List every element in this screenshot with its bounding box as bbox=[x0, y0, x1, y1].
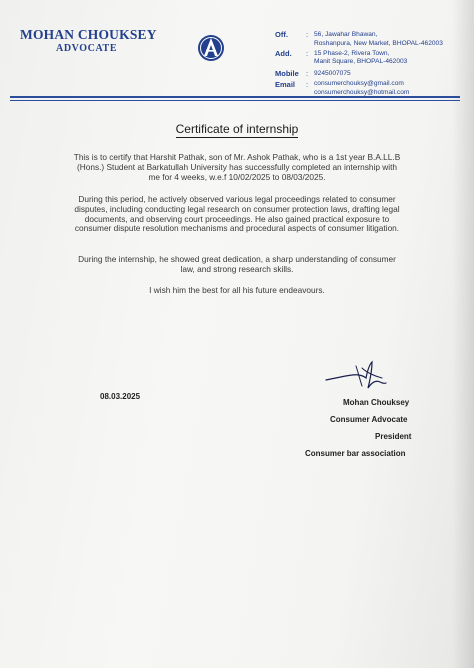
office-label: Off. bbox=[275, 30, 288, 39]
mobile-colon: : bbox=[306, 69, 309, 78]
letterhead-rule-thin bbox=[10, 100, 460, 101]
issue-date: 08.03.2025 bbox=[100, 392, 141, 401]
signatory-organization: Consumer bar association bbox=[305, 449, 406, 458]
letterhead-rule bbox=[10, 96, 460, 98]
address-label: Add. bbox=[275, 49, 292, 58]
signatory-post: President bbox=[375, 432, 412, 441]
certificate-title bbox=[0, 122, 474, 136]
certificate-paragraph-2: During this period, he actively observed various legal proceedings related to consumer disputes, including conducting legal research on consumer protection laws, drafting legal documents, and observing court proceedings. He also gained practical exposure to consumer dispute resolution mechanisms and procedural aspects of consumer litigation. bbox=[74, 194, 400, 234]
certificate-paragraph-1: This is to certify that Harshit Pathak, son of Mr. Ashok Pathak, who is a 1st year B.A.LL.B (Hons.) Student at Barkatullah University has successfully completed an internship with me for 4 weeks, w.e.f 10/02/2025 to 08/03/2025. bbox=[73, 152, 401, 182]
certificate-paragraph-3: During the internship, he showed great dedication, a sharp understanding of consumer law, and strong research skills. bbox=[78, 254, 396, 274]
scales-emblem-icon bbox=[197, 33, 225, 63]
mobile-number: 9245007075 bbox=[314, 70, 351, 77]
office-line-2: Roshanpura, New Market, BHOPAL-462003 bbox=[314, 40, 443, 47]
certificate-title-text: Certificate of internship bbox=[175, 122, 299, 136]
mobile-label: Mobile bbox=[275, 69, 299, 78]
letterhead-profession: ADVOCATE bbox=[56, 43, 118, 54]
letterhead-name: MOHAN CHOUKSEY bbox=[20, 27, 157, 42]
address-colon: : bbox=[306, 49, 309, 58]
signature bbox=[322, 358, 390, 394]
email-colon: : bbox=[306, 80, 309, 89]
email-address-1: consumerchouksy@gmail.com bbox=[314, 80, 404, 87]
email-label: Email bbox=[275, 80, 296, 89]
signatory-name: Mohan Chouksey bbox=[343, 398, 410, 407]
certificate-paragraph-4: I wish him the best for all his future endeavours. bbox=[149, 285, 325, 295]
address-line-1: 15 Phase-2, Rivera Town, bbox=[314, 50, 390, 57]
address-line-2: Manit Square, BHOPAL-462003 bbox=[314, 58, 408, 65]
email-address-2: consumerchouksy@hotmail.com bbox=[314, 89, 410, 96]
office-line-1: 56, Jawahar Bhawan, bbox=[314, 31, 378, 38]
office-colon: : bbox=[306, 30, 309, 39]
signatory-title: Consumer Advocate bbox=[330, 415, 408, 424]
